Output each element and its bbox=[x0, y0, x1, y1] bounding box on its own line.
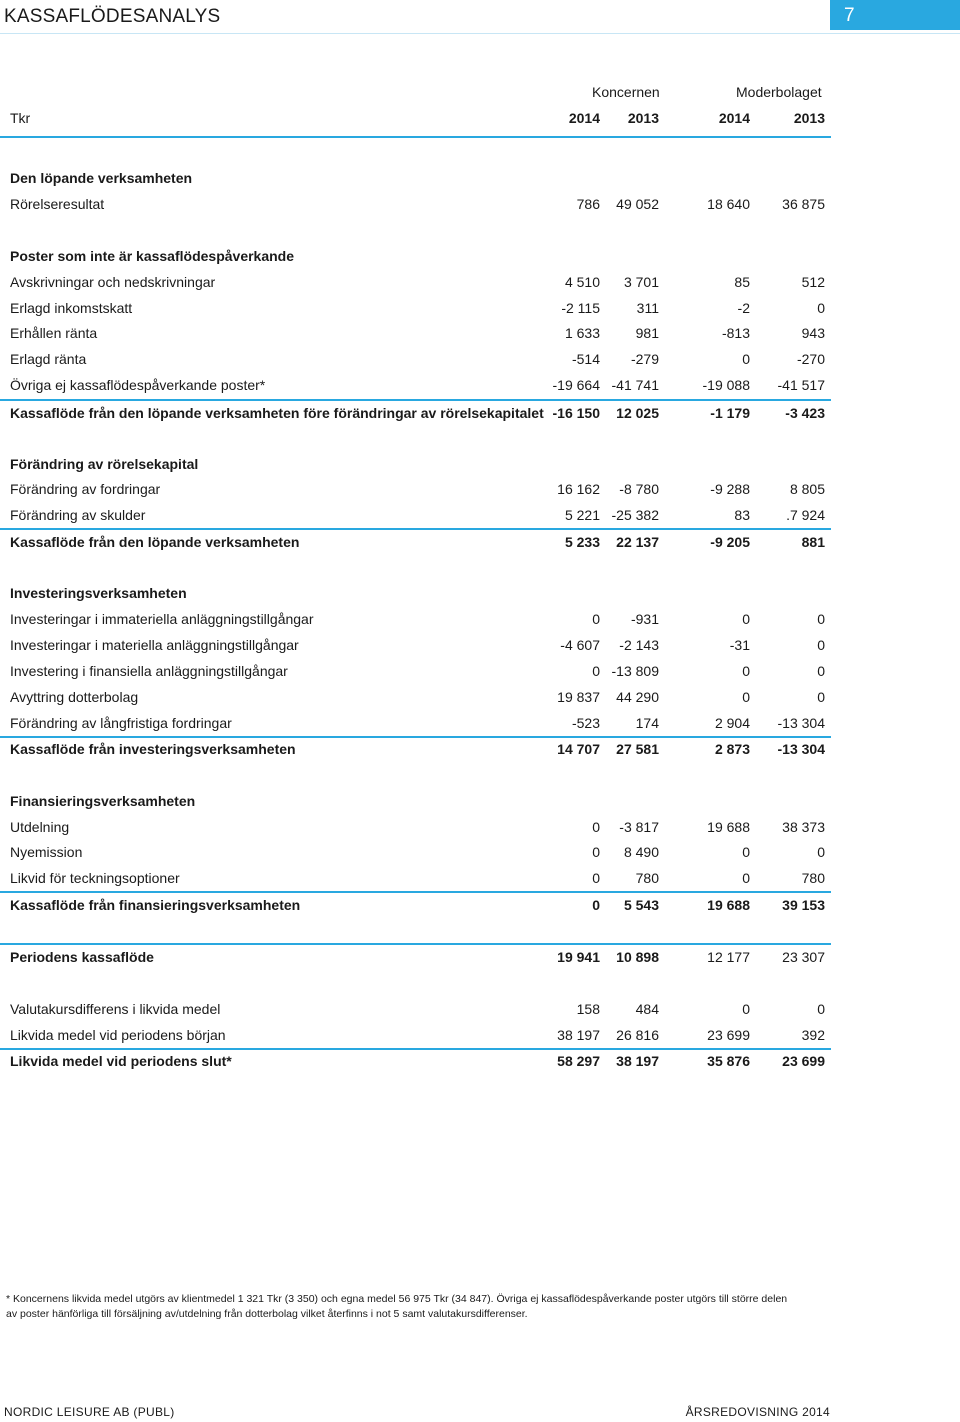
cell: 2 904 bbox=[714, 715, 750, 731]
cell: 18 640 bbox=[707, 196, 750, 212]
cell: -13 809 bbox=[611, 663, 659, 679]
cell: .7 924 bbox=[786, 507, 825, 523]
cell: -19 088 bbox=[702, 377, 750, 393]
cell: -9 205 bbox=[710, 534, 750, 550]
row-label: Avskrivningar och nedskrivningar bbox=[10, 274, 216, 290]
row-label: Kassaflöde från den löpande verksamheten bbox=[10, 534, 300, 550]
table-row bbox=[0, 1001, 960, 1023]
cell: -13 304 bbox=[777, 715, 825, 731]
row-label: Förändring av fordringar bbox=[10, 481, 161, 497]
table-row bbox=[0, 715, 960, 737]
cell: -2 bbox=[737, 300, 750, 316]
total-row bbox=[0, 1053, 960, 1075]
cell: 23 307 bbox=[782, 949, 825, 965]
cell: 1 633 bbox=[564, 325, 600, 341]
row-separator bbox=[0, 528, 831, 530]
cell: 5 233 bbox=[564, 534, 600, 550]
year-header: 2013 bbox=[793, 110, 825, 126]
table-row bbox=[0, 507, 960, 529]
group-label-moderbolaget: Moderbolaget bbox=[736, 84, 822, 100]
cell: 19 688 bbox=[707, 897, 750, 913]
section-heading bbox=[0, 585, 960, 607]
row-label: Investeringsverksamheten bbox=[10, 585, 187, 601]
row-label: Poster som inte är kassaflödespåverkande bbox=[10, 248, 295, 264]
cell: 8 805 bbox=[789, 481, 825, 497]
cell: 44 290 bbox=[616, 689, 659, 705]
row-label: Valutakursdifferens i likvida medel bbox=[10, 1001, 221, 1017]
cell: 8 490 bbox=[623, 844, 659, 860]
cell: 0 bbox=[592, 897, 600, 913]
table-row bbox=[0, 325, 960, 347]
total-row bbox=[0, 741, 960, 763]
footnote bbox=[6, 1292, 906, 1322]
table-row bbox=[0, 377, 960, 399]
cell: 392 bbox=[801, 1027, 825, 1043]
cell: 27 581 bbox=[616, 741, 659, 757]
cell: 0 bbox=[592, 663, 600, 679]
row-label: Investeringar i materiella anläggningstillgångar bbox=[10, 637, 299, 653]
section-heading bbox=[0, 793, 960, 815]
header-separator bbox=[0, 136, 831, 138]
cell: 0 bbox=[742, 870, 750, 886]
cell: 0 bbox=[817, 689, 825, 705]
cell: 38 197 bbox=[616, 1053, 659, 1069]
cell: 780 bbox=[801, 870, 825, 886]
cell: 0 bbox=[817, 611, 825, 627]
cell: -270 bbox=[796, 351, 825, 367]
row-label: Finansieringsverksamheten bbox=[10, 793, 196, 809]
cell: 0 bbox=[592, 819, 600, 835]
row-separator bbox=[0, 943, 831, 945]
cell: 158 bbox=[576, 1001, 600, 1017]
header-divider bbox=[0, 33, 960, 34]
cell: -4 607 bbox=[560, 637, 600, 653]
year-header: 2014 bbox=[568, 110, 600, 126]
cell: 311 bbox=[636, 300, 659, 316]
total-row bbox=[0, 897, 960, 919]
row-label: Rörelseresultat bbox=[10, 196, 105, 212]
row-label: Övriga ej kassaflödespåverkande poster* bbox=[10, 377, 266, 393]
cell: 5 221 bbox=[564, 507, 600, 523]
cell: -9 288 bbox=[710, 481, 750, 497]
cell: 39 153 bbox=[782, 897, 825, 913]
cell: -3 423 bbox=[785, 405, 825, 421]
cell: 10 898 bbox=[616, 949, 659, 965]
cell: 38 197 bbox=[557, 1027, 600, 1043]
row-label: Kassaflöde från investeringsverksamheten bbox=[10, 741, 296, 757]
row-label: Likvida medel vid periodens början bbox=[10, 1027, 226, 1043]
row-separator bbox=[0, 736, 831, 738]
row-label: Den löpande verksamheten bbox=[10, 170, 193, 186]
cell: 83 bbox=[734, 507, 750, 523]
footnote-line: av poster hänförliga till försäljning av/utdelning från dotterbolag vilket återfinns i not 5 samt valutakursdifferenser. bbox=[6, 1308, 528, 1320]
cell: -813 bbox=[721, 325, 750, 341]
total-row bbox=[0, 534, 960, 556]
cell: 16 162 bbox=[557, 481, 600, 497]
cell: 943 bbox=[801, 325, 825, 341]
cell: 49 052 bbox=[616, 196, 659, 212]
cell: -2 143 bbox=[619, 637, 659, 653]
table-row bbox=[0, 663, 960, 685]
cell: 3 701 bbox=[623, 274, 659, 290]
footer-report-title: ÅRSREDOVISNING 2014 bbox=[685, 1405, 830, 1419]
cell: 38 373 bbox=[782, 819, 825, 835]
cell: 5 543 bbox=[623, 897, 659, 913]
cell: 0 bbox=[592, 844, 600, 860]
cell: 0 bbox=[817, 844, 825, 860]
cell: 4 510 bbox=[564, 274, 600, 290]
page-number-box bbox=[830, 0, 960, 30]
table-row bbox=[0, 481, 960, 503]
row-separator bbox=[0, 891, 831, 893]
page-header bbox=[0, 0, 960, 34]
cell: -31 bbox=[729, 637, 750, 653]
table-row bbox=[0, 819, 960, 841]
total-row bbox=[0, 405, 960, 427]
row-label: Förändring av skulder bbox=[10, 507, 146, 523]
footnote-line: * Koncernens likvida medel utgörs av klientmedel 1 321 Tkr (3 350) och egna medel 56 975 Tkr (34 847). Övriga ej kassaflödespåverkande poster utgörs till större delen bbox=[6, 1293, 788, 1305]
row-label: Periodens kassaflöde bbox=[10, 949, 154, 965]
cell: 12 177 bbox=[707, 949, 750, 965]
section-heading bbox=[0, 456, 960, 478]
table-row bbox=[0, 300, 960, 322]
row-label: Investering i finansiella anläggningstillgångar bbox=[10, 663, 288, 679]
cell: 0 bbox=[742, 844, 750, 860]
page-title: KASSAFLÖDESANALYS bbox=[4, 6, 221, 27]
cell: 512 bbox=[801, 274, 825, 290]
table-row bbox=[0, 870, 960, 892]
cell: 0 bbox=[817, 637, 825, 653]
cell: 23 699 bbox=[707, 1027, 750, 1043]
cell: 2 873 bbox=[714, 741, 750, 757]
cell: -25 382 bbox=[611, 507, 659, 523]
unit-label: Tkr bbox=[10, 110, 31, 126]
table-row bbox=[0, 274, 960, 296]
cell: 36 875 bbox=[782, 196, 825, 212]
cell: 780 bbox=[635, 870, 659, 886]
cell: 881 bbox=[801, 534, 825, 550]
cell: 23 699 bbox=[782, 1053, 825, 1069]
cell: 981 bbox=[635, 325, 659, 341]
cell: 26 816 bbox=[616, 1027, 659, 1043]
row-label: Kassaflöde från den löpande verksamheten före förändringar av rörelsekapitalet bbox=[10, 405, 544, 421]
section-heading bbox=[0, 170, 960, 192]
cell: 14 707 bbox=[557, 741, 600, 757]
cell: 484 bbox=[635, 1001, 659, 1017]
cell: 0 bbox=[742, 351, 750, 367]
table-row bbox=[0, 844, 960, 866]
table-row bbox=[0, 637, 960, 659]
period-total-row bbox=[0, 949, 960, 971]
cell: 35 876 bbox=[707, 1053, 750, 1069]
cell: 0 bbox=[742, 689, 750, 705]
table-row bbox=[0, 1027, 960, 1049]
cell: 12 025 bbox=[616, 405, 659, 421]
row-separator bbox=[0, 1048, 831, 1050]
cell: 22 137 bbox=[616, 534, 659, 550]
cell: -13 304 bbox=[777, 741, 825, 757]
row-label: Utdelning bbox=[10, 819, 70, 835]
column-group-labels bbox=[0, 84, 960, 104]
cell: 0 bbox=[742, 611, 750, 627]
row-label: Likvid för teckningsoptioner bbox=[10, 870, 180, 886]
cell: -931 bbox=[630, 611, 659, 627]
cell: 58 297 bbox=[557, 1053, 600, 1069]
cell: -1 179 bbox=[710, 405, 750, 421]
cell: 0 bbox=[817, 300, 825, 316]
year-header: 2014 bbox=[718, 110, 750, 126]
cell: 19 688 bbox=[707, 819, 750, 835]
cell: -514 bbox=[571, 351, 600, 367]
row-label: Förändring av rörelsekapital bbox=[10, 456, 199, 472]
page-number: 7 bbox=[844, 5, 855, 26]
cell: 0 bbox=[817, 1001, 825, 1017]
cell: -523 bbox=[571, 715, 600, 731]
section-heading bbox=[0, 248, 960, 270]
row-label: Förändring av långfristiga fordringar bbox=[10, 715, 232, 731]
cell: 85 bbox=[734, 274, 750, 290]
row-separator bbox=[0, 399, 831, 401]
cell: 19 941 bbox=[557, 949, 600, 965]
cell: 0 bbox=[817, 663, 825, 679]
row-label: Avyttring dotterbolag bbox=[10, 689, 139, 705]
cell: -3 817 bbox=[619, 819, 659, 835]
cell: -16 150 bbox=[552, 405, 600, 421]
cell: 174 bbox=[635, 715, 659, 731]
cell: -8 780 bbox=[619, 481, 659, 497]
row-label: Erhållen ränta bbox=[10, 325, 98, 341]
cell: -279 bbox=[630, 351, 659, 367]
cell: -2 115 bbox=[561, 300, 600, 316]
cell: 0 bbox=[592, 870, 600, 886]
cell: 19 837 bbox=[557, 689, 600, 705]
row-label: Investeringar i immateriella anläggningstillgångar bbox=[10, 611, 314, 627]
cell: -41 741 bbox=[611, 377, 659, 393]
row-label: Erlagd ränta bbox=[10, 351, 87, 367]
row-label: Erlagd inkomstskatt bbox=[10, 300, 133, 316]
row-label: Kassaflöde från finansieringsverksamheten bbox=[10, 897, 301, 913]
table-row bbox=[0, 689, 960, 711]
group-label-koncernen: Koncernen bbox=[592, 84, 660, 100]
row-label: Likvida medel vid periodens slut* bbox=[10, 1053, 232, 1069]
table-header-row bbox=[0, 110, 960, 132]
table-row bbox=[0, 196, 960, 218]
row-label: Nyemission bbox=[10, 844, 83, 860]
footer-company: NORDIC LEISURE AB (PUBL) bbox=[4, 1405, 175, 1419]
cell: -19 664 bbox=[552, 377, 600, 393]
year-header: 2013 bbox=[627, 110, 659, 126]
table-row bbox=[0, 351, 960, 373]
table-row bbox=[0, 611, 960, 633]
cell: 786 bbox=[576, 196, 600, 212]
cell: 0 bbox=[592, 611, 600, 627]
cell: 0 bbox=[742, 1001, 750, 1017]
cell: -41 517 bbox=[777, 377, 825, 393]
cell: 0 bbox=[742, 663, 750, 679]
